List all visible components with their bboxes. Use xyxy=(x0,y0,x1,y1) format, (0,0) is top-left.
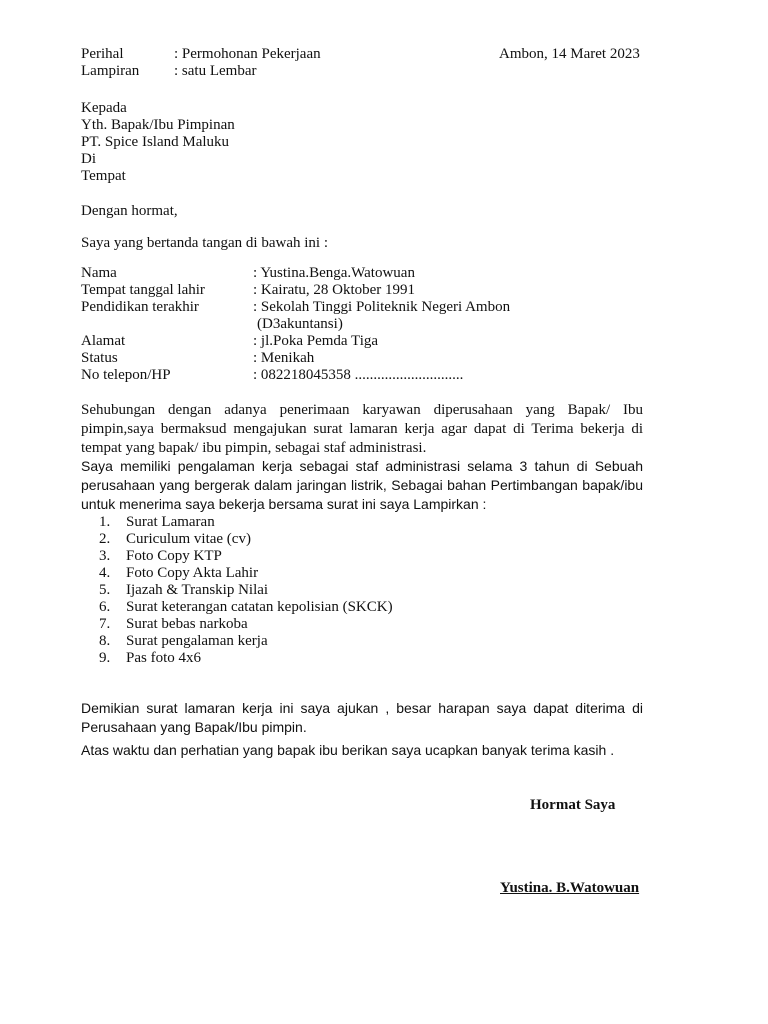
list-item: 4. Foto Copy Akta Lahir xyxy=(99,565,259,581)
field-label-education: Pendidikan terakhir xyxy=(81,299,199,315)
field-value-birth: : Kairatu, 28 Oktober 1991 xyxy=(253,282,416,298)
attachment-list xyxy=(99,514,393,667)
body-paragraph-2: Saya memiliki pengalaman kerja sebagai staf administrasi selama 3 tahun di Sebuah perusahaan yang bergerak dalam jaringan listrik, Sebagai bahan Pertimbangan bapak/ibu untuk menerima saya bekerja bersama surat ini saya Lampirkan : xyxy=(81,458,643,512)
list-item: 6. Surat keterangan catatan kepolisian (SKCK) xyxy=(99,599,393,615)
list-item: 3. Foto Copy KTP xyxy=(99,548,222,564)
recipient-line-3: PT. Spice Island Maluku xyxy=(81,134,230,150)
field-label-name: Nama xyxy=(81,265,117,281)
letter-date: Ambon, 14 Maret 2023 xyxy=(499,46,640,62)
field-label-address: Alamat xyxy=(81,333,126,349)
perihal-label: Perihal xyxy=(81,46,124,62)
closing-paragraph-2: Atas waktu dan perhatian yang bapak ibu berikan saya ucapkan banyak terima kasih . xyxy=(81,742,615,758)
field-value-address: : jl.Poka Pemda Tiga xyxy=(253,333,379,349)
body-paragraph-1: Sehubungan dengan adanya penerimaan karyawan diperusahaan yang Bapak/ Ibu pimpin,saya bermaksud mengajukan surat lamaran kerja agar dapat di Terima bekerja di tempat yang bapak/ ibu pimpin, sebagai staf administrasi. xyxy=(81,402,643,456)
field-label-birth: Tempat tanggal lahir xyxy=(81,282,205,298)
list-item: 5. Ijazah & Transkip Nilai xyxy=(99,582,269,598)
lampiran-value: : satu Lembar xyxy=(174,63,257,79)
list-item: 7. Surat bebas narkoba xyxy=(99,616,248,632)
recipient-line-5: Tempat xyxy=(81,168,126,184)
list-item: 9. Pas foto 4x6 xyxy=(99,650,201,666)
list-item: 8. Surat pengalaman kerja xyxy=(99,633,268,649)
perihal-value: : Permohonan Pekerjaan xyxy=(174,46,321,62)
field-value-status: : Menikah xyxy=(253,350,315,366)
field-value-education: : Sekolah Tinggi Politeknik Negeri Ambon xyxy=(253,299,511,315)
signature-name: Yustina. B.Watowuan xyxy=(500,880,640,896)
signature-greeting: Hormat Saya xyxy=(530,797,616,813)
field-label-phone: No telepon/HP xyxy=(81,367,171,383)
greeting: Dengan hormat, xyxy=(81,203,178,219)
closing-paragraph-1: Demikian surat lamaran kerja ini saya ajukan , besar harapan saya dapat diterima di Perusahaan yang Bapak/Ibu pimpin. xyxy=(81,700,643,735)
recipient-line-1: Kepada xyxy=(81,100,127,116)
field-value-name: : Yustina.Benga.Watowuan xyxy=(253,265,415,281)
field-value-phone: : 082218045358 ............................. xyxy=(253,367,464,383)
intro-line: Saya yang bertanda tangan di bawah ini : xyxy=(81,235,329,251)
field-value-education-detail: (D3akuntansi) xyxy=(257,316,343,332)
recipient-line-4: Di xyxy=(81,151,96,167)
list-item: 1. Surat Lamaran xyxy=(99,514,215,530)
field-label-status: Status xyxy=(81,350,118,366)
list-item: 2. Curiculum vitae (cv) xyxy=(99,531,251,547)
recipient-line-2: Yth. Bapak/Ibu Pimpinan xyxy=(81,117,235,133)
lampiran-label: Lampiran xyxy=(81,63,140,79)
